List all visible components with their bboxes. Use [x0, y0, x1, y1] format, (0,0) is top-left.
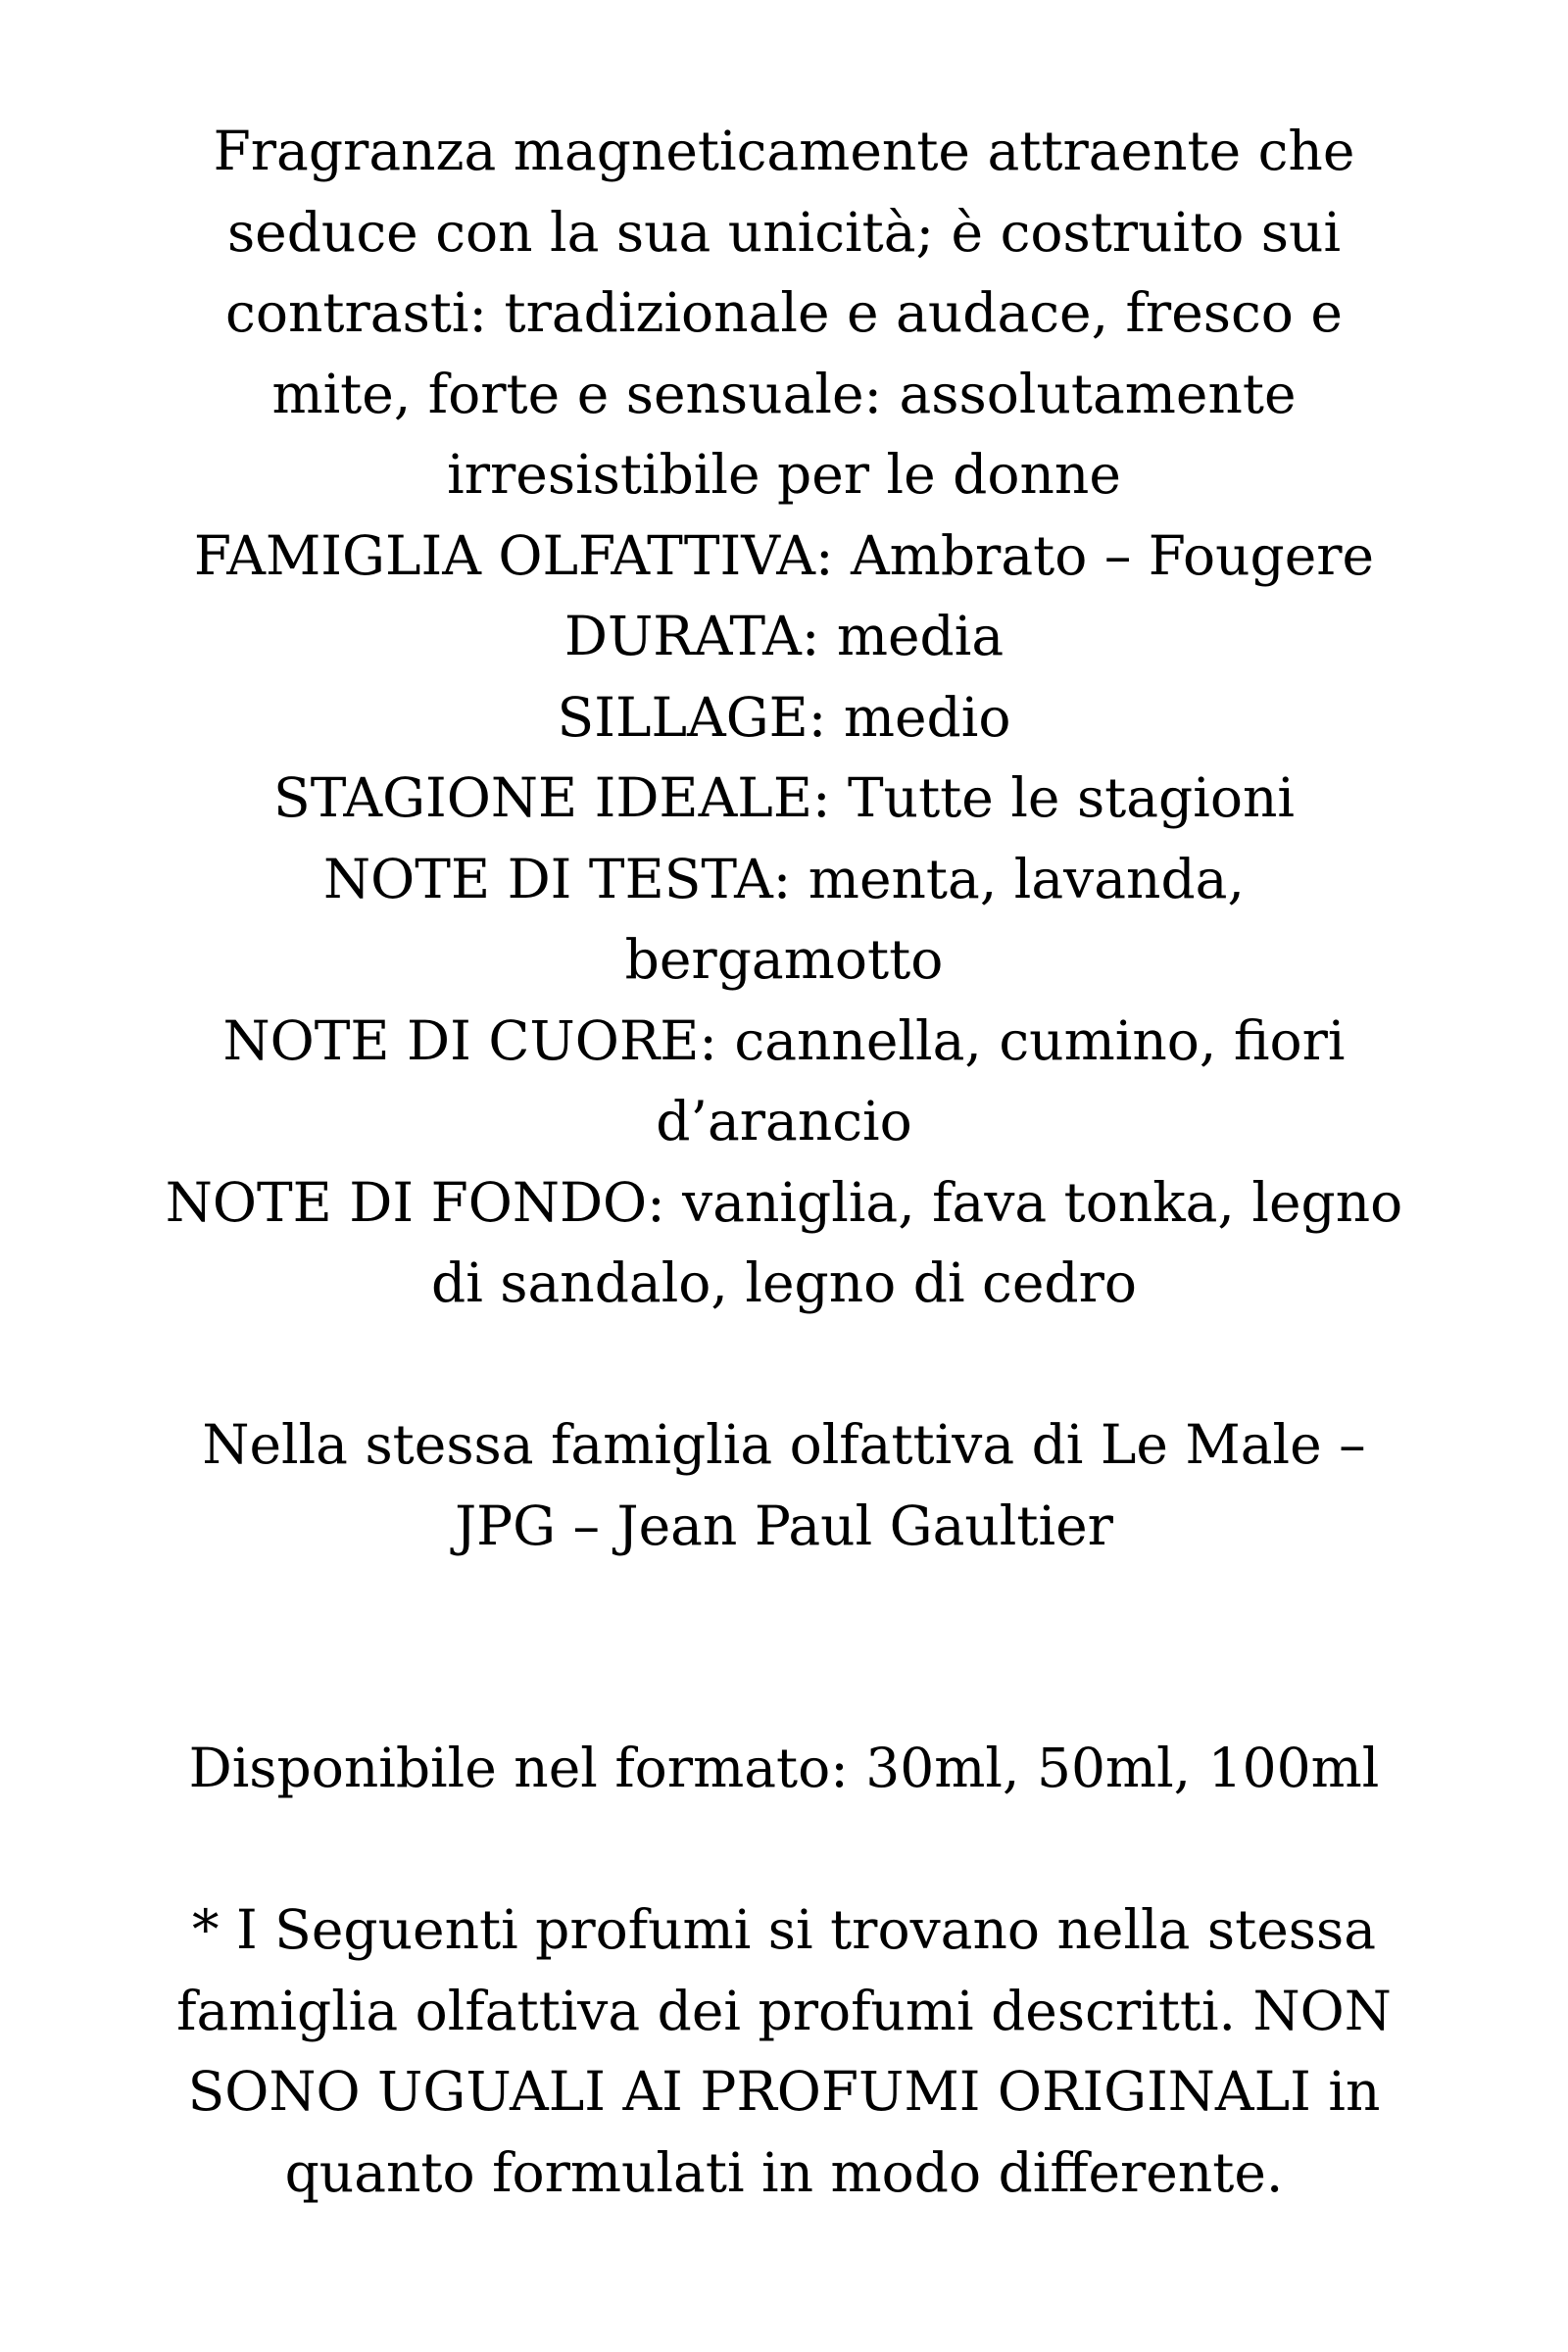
- text-line: Disponibile nel formato: 30ml, 50ml, 100ml: [188, 1737, 1380, 1799]
- text-line: FAMIGLIA OLFATTIVA: Ambrato – Fougere: [193, 523, 1375, 587]
- text-line: seduce con la sua unicità; è costruito sui: [226, 200, 1342, 264]
- text-line: quanto formulati in modo differente.: [284, 2140, 1284, 2204]
- text-line: contrasti: tradizionale e audace, fresco e: [225, 281, 1343, 344]
- text-line: SONO UGUALI AI PROFUMI ORIGINALI in: [187, 2060, 1381, 2123]
- text-line: NOTE DI TESTA: menta, lavanda,: [323, 847, 1245, 910]
- text-line: JPG – Jean Paul Gaultier: [455, 1494, 1113, 1557]
- text-line: bergamotto: [624, 928, 944, 991]
- text-line: * I Seguenti profumi si trovano nella stessa: [191, 1898, 1377, 1961]
- text-line: NOTE DI FONDO: vaniglia, fava tonka, legno: [165, 1170, 1403, 1234]
- text-line: SILLAGE: medio: [557, 685, 1011, 749]
- text-line: Fragranza magneticamente attraente che: [213, 120, 1355, 182]
- text-line: d’arancio: [656, 1090, 912, 1152]
- text-line: famiglia olfattiva dei profumi descritti. NON: [176, 1979, 1392, 2042]
- text-line: NOTE DI CUORE: cannella, cumino, fiori: [222, 1008, 1346, 1072]
- blank-line: [49, 1324, 1519, 1405]
- blank-line: [49, 1566, 1519, 1647]
- blank-line: [49, 1809, 1519, 1890]
- blank-line: [49, 1647, 1519, 1729]
- text-line: mite, forte e sensuale: assolutamente: [271, 362, 1297, 425]
- text-line: di sandalo, legno di cedro: [431, 1251, 1137, 1314]
- text-line: DURATA: media: [564, 605, 1004, 667]
- text-line: irresistibile per le donne: [447, 443, 1121, 506]
- text-line: Nella stessa famiglia olfattiva di Le Male –: [202, 1413, 1366, 1476]
- text-line: STAGIONE IDEALE: Tutte le stagioni: [273, 766, 1295, 829]
